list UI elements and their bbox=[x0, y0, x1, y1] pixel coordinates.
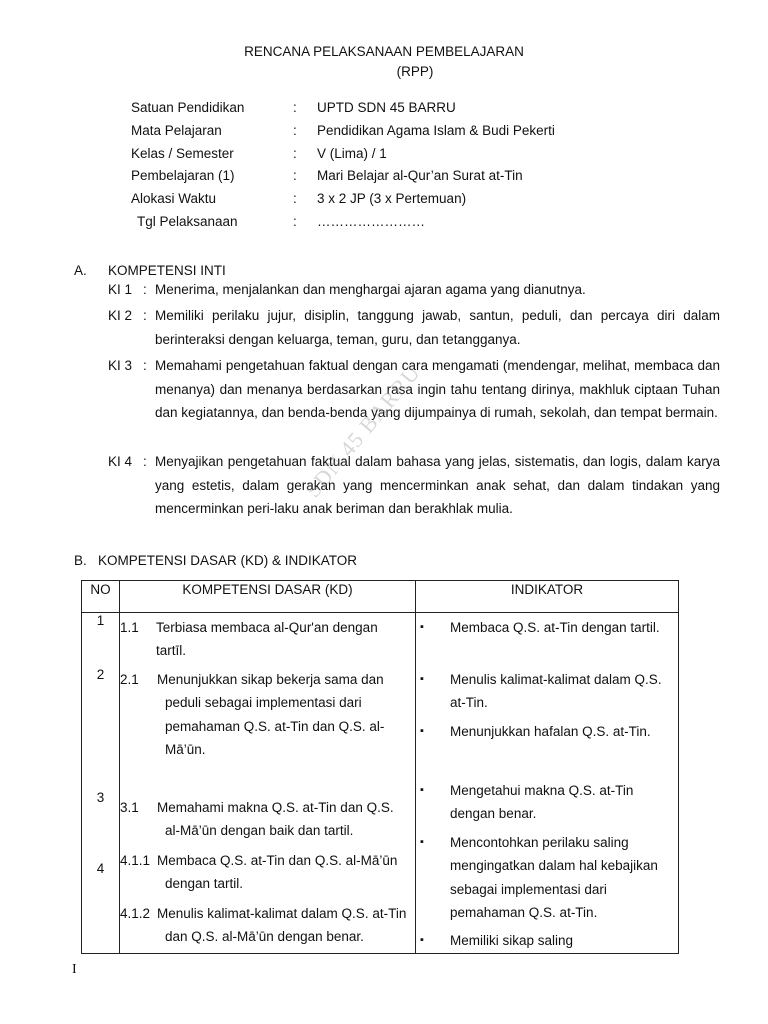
kd-text: Memahami makna Q.S. at-Tin dan Q.S. al-Mā’ūn dengan baik dan tartil. bbox=[157, 800, 394, 839]
kd-number: 1.1 bbox=[120, 620, 139, 635]
row-number: 3 bbox=[96, 790, 105, 805]
ki-code: KI 4 bbox=[108, 454, 133, 469]
indicator-item bbox=[416, 720, 671, 743]
identity-value: Pendidikan Agama Islam & Budi Pekerti bbox=[317, 122, 555, 138]
identity-label: Pembelajaran (1) bbox=[131, 168, 235, 184]
indicator-item bbox=[416, 668, 671, 715]
watermark: SDN 45 BARRU bbox=[300, 359, 426, 503]
kd-item bbox=[120, 796, 410, 843]
kd-text: Terbiasa membaca al-Qur'an dengan tartīl. bbox=[156, 620, 378, 659]
indicator-text: Memiliki sikap saling bbox=[450, 933, 574, 948]
title-line-1: RENCANA PELAKSANAAN PEMBELAJARAN bbox=[244, 44, 524, 59]
section-number: B. bbox=[74, 553, 87, 568]
indicator-text: Mencontohkan perilaku saling mengingatkan dalam hal kebajikan sebagai implementasi dari pemahaman Q.S. at-Tin. bbox=[450, 835, 658, 920]
identity-value: Mari Belajar al-Qur’an Surat at-Tin bbox=[317, 168, 523, 184]
indicator-cell bbox=[416, 613, 679, 954]
bullet-icon: ▪ bbox=[420, 673, 424, 685]
indicator-text: Mengetahui makna Q.S. at-Tin dengan benar. bbox=[450, 783, 634, 822]
identity-label: Kelas / Semester bbox=[131, 145, 234, 161]
kd-cell bbox=[120, 613, 416, 954]
page-marker: I bbox=[72, 962, 77, 977]
identity-colon: : bbox=[293, 100, 297, 115]
row-number: 1 bbox=[96, 613, 105, 628]
ki-item bbox=[108, 278, 720, 302]
kd-indicator-table bbox=[81, 580, 679, 954]
document-title bbox=[0, 42, 768, 82]
row-number: 4 bbox=[96, 861, 105, 876]
section-title: KOMPETENSI DASAR (KD) & INDIKATOR bbox=[98, 553, 358, 568]
kd-item bbox=[120, 668, 410, 761]
ki-colon: : bbox=[143, 454, 147, 469]
section-number: A. bbox=[74, 263, 87, 278]
ki-code: KI 3 bbox=[108, 358, 133, 373]
bullet-icon: ▪ bbox=[420, 725, 424, 737]
identity-value: 3 x 2 JP (3 x Pertemuan) bbox=[317, 191, 467, 207]
identity-colon: : bbox=[293, 122, 297, 138]
indicator-text: Menunjukkan hafalan Q.S. at-Tin. bbox=[450, 724, 651, 739]
ki-text: Menerima, menjalankan dan menghargai ajaran agama yang dianutnya. bbox=[155, 282, 586, 297]
identity-label: Mata Pelajaran bbox=[131, 122, 222, 138]
ki-colon: : bbox=[143, 308, 147, 323]
identity-colon: : bbox=[293, 213, 297, 229]
bullet-icon: ▪ bbox=[420, 621, 424, 633]
ki-text: Memiliki perilaku jujur, disiplin, tanggung jawab, santun, peduli, dan percaya diri dalam berinteraksi dengan keluarga, teman, guru, dan tetangganya. bbox=[155, 308, 720, 347]
indicator-item bbox=[416, 929, 671, 952]
identity-value: …………………… bbox=[317, 213, 425, 229]
kd-text: Membaca Q.S. at-Tin dan Q.S. al-Mā’ūn dengan tartil. bbox=[157, 853, 398, 892]
identity-colon: : bbox=[293, 191, 297, 207]
ki-text: Memahami pengetahuan faktual dengan cara mengamati (mendengar, melihat, membaca dan menanya) dan menanya berdasarkan rasa ingin tahu tentang dirinya, makhluk ciptaan Tuhan dan kegiatannya, dan benda-benda yang dijumpainya di rumah, sekolah, dan tempat bermain. bbox=[155, 358, 720, 421]
ki-item bbox=[108, 450, 720, 521]
indicator-text: Menulis kalimat-kalimat dalam Q.S. at-Tin. bbox=[450, 672, 662, 711]
table-row bbox=[82, 613, 679, 954]
bullet-icon: ▪ bbox=[420, 934, 424, 946]
ki-colon: : bbox=[143, 282, 147, 297]
identity-label: Alokasi Waktu bbox=[131, 191, 217, 207]
column-header-kd: KOMPETENSI DASAR (KD) bbox=[120, 581, 416, 613]
indicator-text: Membaca Q.S. at-Tin dengan tartil. bbox=[450, 620, 660, 635]
indicator-item bbox=[416, 779, 671, 826]
identity-value: V (Lima) / 1 bbox=[317, 145, 387, 161]
indicator-item bbox=[416, 831, 671, 924]
kd-number: 4.1.2 bbox=[120, 906, 151, 921]
title-line-2: (RPP) bbox=[396, 64, 434, 79]
indicator-item bbox=[416, 616, 671, 639]
kd-item bbox=[120, 849, 410, 896]
column-header-indicator: INDIKATOR bbox=[416, 581, 679, 613]
identity-label: Satuan Pendidikan bbox=[131, 100, 245, 115]
bullet-icon: ▪ bbox=[420, 836, 424, 848]
kd-text: Menunjukkan sikap bekerja sama dan peduli sebagai implementasi dari pemahaman Q.S. at-Tin dan Q.S. al-Mā’ūn. bbox=[157, 672, 385, 757]
section-title: KOMPETENSI INTI bbox=[108, 263, 226, 278]
bullet-icon: ▪ bbox=[420, 784, 424, 796]
identity-value: UPTD SDN 45 BARRU bbox=[317, 100, 456, 115]
kd-number: 3.1 bbox=[120, 800, 139, 815]
identity-colon: : bbox=[293, 145, 297, 161]
column-header-no: NO bbox=[82, 581, 120, 613]
row-number: 2 bbox=[96, 667, 105, 682]
table-header-row bbox=[82, 581, 679, 613]
number-cell bbox=[82, 613, 120, 954]
kd-number: 2.1 bbox=[120, 672, 139, 687]
identity-label: Tgl Pelaksanaan bbox=[137, 213, 238, 229]
kd-item bbox=[120, 616, 410, 663]
ki-code: KI 2 bbox=[108, 308, 133, 323]
kd-item bbox=[120, 902, 410, 949]
identity-colon: : bbox=[293, 168, 297, 184]
ki-item bbox=[108, 304, 720, 351]
ki-colon: : bbox=[143, 358, 147, 373]
ki-code: KI 1 bbox=[108, 282, 133, 297]
kd-text: Menulis kalimat-kalimat dalam Q.S. at-Tin dan Q.S. al-Mā’ūn dengan benar. bbox=[157, 906, 407, 945]
ki-text: Menyajikan pengetahuan faktual dalam bahasa yang jelas, sistematis, dan logis, dalam karya yang estetis, dalam gerakan yang mencerminkan anak sehat, dan dalam tindakan yang mencerminkan peri-laku anak beriman dan berakhlak mulia. bbox=[155, 454, 720, 517]
kd-number: 4.1.1 bbox=[120, 853, 151, 868]
